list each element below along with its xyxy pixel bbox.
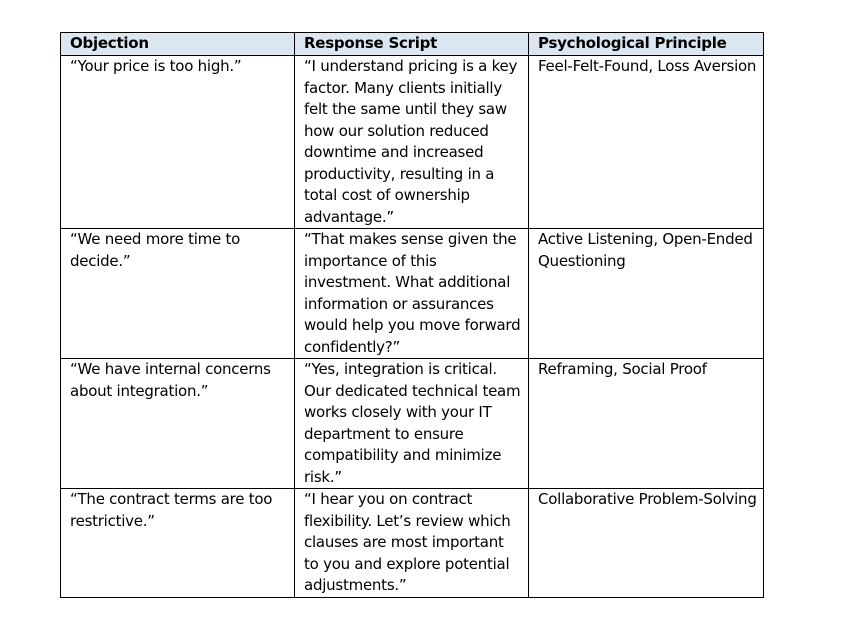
response-script-cell: “That makes sense given the importance of this investment. What additional information or assurances would help you move forward confidently?” [295, 229, 529, 359]
objection-cell: “Your price is too high.” [61, 56, 295, 229]
principle-cell: Feel-Felt-Found, Loss Aversion [529, 56, 764, 229]
response-script-cell: “I understand pricing is a key factor. Many clients initially felt the same until they saw how our solution reduced downtime and increased productivity, resulting in a total cost of ownership advantage.” [295, 56, 529, 229]
table-row [61, 359, 764, 489]
table-row [61, 56, 764, 229]
table-row [61, 489, 764, 598]
objection-cell: “The contract terms are too restrictive.” [61, 489, 295, 598]
principle-cell: Collaborative Problem-Solving [529, 489, 764, 598]
principle-cell: Reframing, Social Proof [529, 359, 764, 489]
objection-cell: “We have internal concerns about integration.” [61, 359, 295, 489]
response-script-cell: “I hear you on contract flexibility. Let’s review which clauses are most important to you and explore potential adjustments.” [295, 489, 529, 598]
header-response-script: Response Script [295, 33, 529, 56]
objection-cell: “We need more time to decide.” [61, 229, 295, 359]
table-header-row [61, 33, 764, 56]
response-script-cell: “Yes, integration is critical. Our dedicated technical team works closely with your IT department to ensure compatibility and minimize risk.” [295, 359, 529, 489]
principle-cell: Active Listening, Open-Ended Questioning [529, 229, 764, 359]
objection-handling-table [60, 32, 764, 598]
header-objection: Objection [61, 33, 295, 56]
table-row [61, 229, 764, 359]
header-psychological-principle: Psychological Principle [529, 33, 764, 56]
